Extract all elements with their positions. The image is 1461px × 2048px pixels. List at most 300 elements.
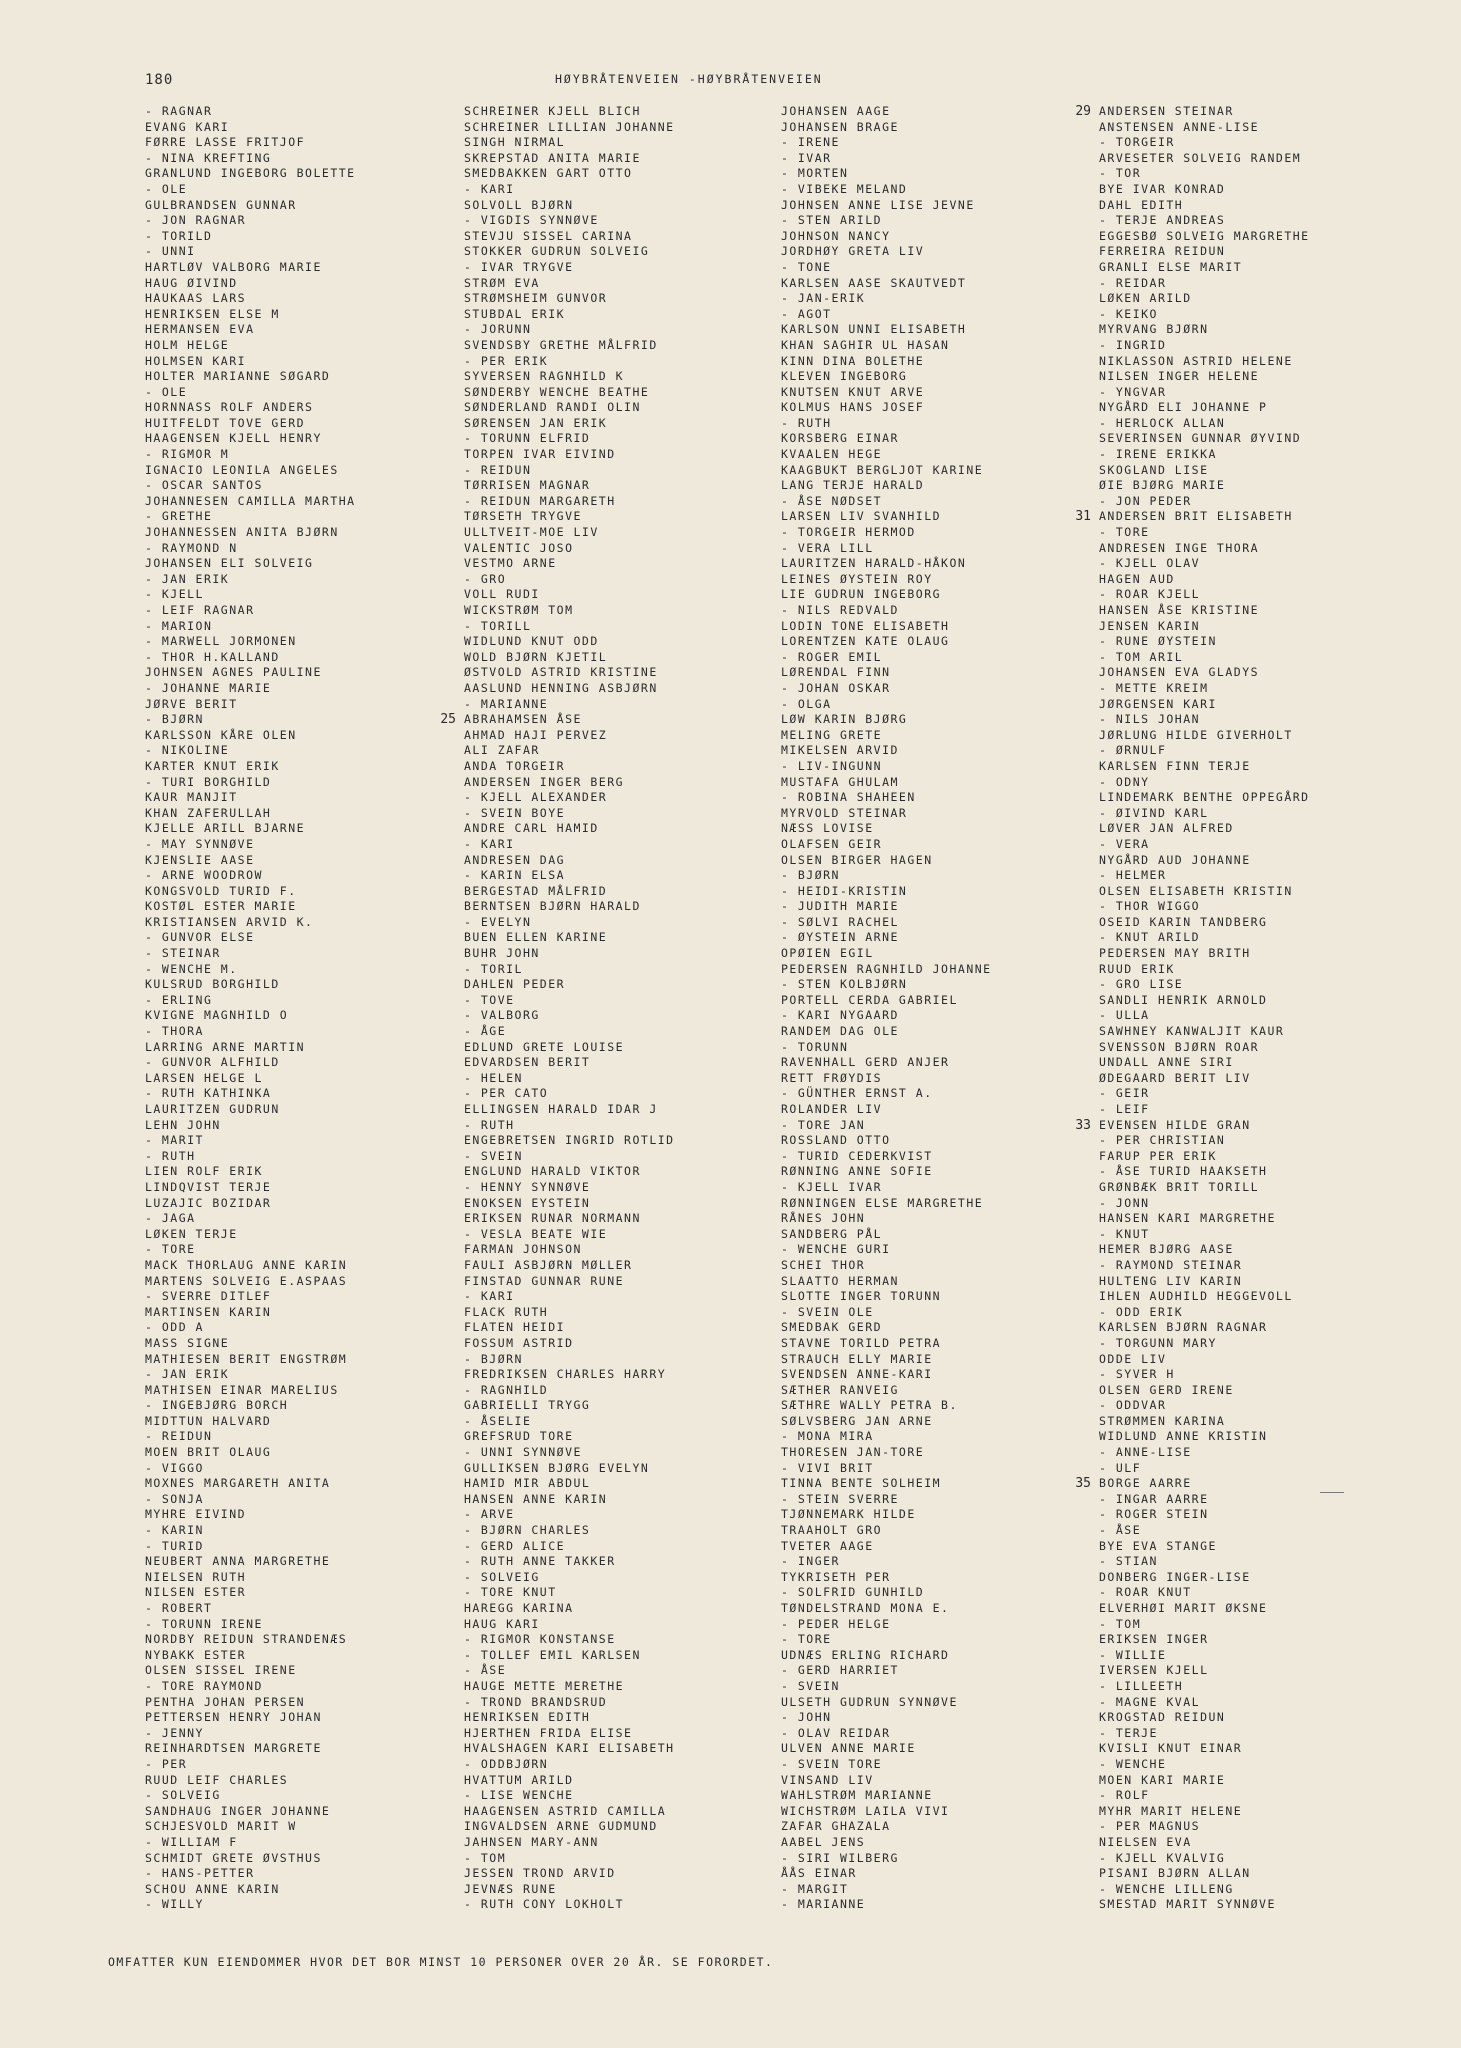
- resident-entry: [1099, 712, 1310, 728]
- resident-name: SÆTHER RANVEIG: [781, 1382, 899, 1397]
- resident-name: SVENDSBY GRETHE MÅLFRID: [464, 337, 658, 352]
- resident-name: - MARIT: [145, 1133, 204, 1148]
- resident-entry: [145, 1180, 356, 1196]
- resident-entry: [781, 1429, 992, 1445]
- resident-entry: [145, 743, 356, 759]
- resident-entry: [781, 603, 992, 619]
- resident-name: ÅÅS EINAR: [781, 1866, 857, 1881]
- resident-name: - JAN ERIK: [145, 571, 230, 586]
- resident-name: - RAYMOND N: [145, 540, 238, 555]
- resident-entry: [464, 291, 675, 307]
- resident-name: KAAGBUKT BERGLJOT KARINE: [781, 462, 984, 477]
- resident-name: - TOLLEF EMIL KARLSEN: [464, 1647, 641, 1662]
- resident-name: PENTHA JOHAN PERSEN: [145, 1694, 306, 1709]
- resident-entry: [1099, 1164, 1310, 1180]
- resident-name: RUUD LEIF CHARLES: [145, 1772, 289, 1787]
- resident-entry: [145, 1757, 356, 1773]
- resident-name: OLAFSEN GEIR: [781, 836, 883, 851]
- resident-entry: [145, 198, 356, 214]
- resident-entry: [781, 104, 992, 120]
- resident-entry: [1099, 853, 1310, 869]
- resident-name: - HELMER: [1099, 868, 1167, 883]
- resident-name: - TORE KNUT: [464, 1585, 557, 1600]
- resident-entry: [464, 1055, 675, 1071]
- resident-entry: [1099, 1258, 1310, 1274]
- resident-name: - ROBERT: [145, 1601, 213, 1615]
- resident-name: KOLMUS HANS JOSEF: [781, 400, 925, 415]
- resident-entry: [781, 743, 992, 759]
- resident-entry: [1075, 1117, 1310, 1134]
- resident-entry: [1099, 946, 1310, 962]
- resident-entry: [1099, 681, 1310, 697]
- resident-entry: [781, 1507, 992, 1523]
- resident-name: HAAGENSEN KJELL HENRY: [145, 431, 322, 446]
- resident-entry: [781, 1554, 992, 1570]
- resident-entry: [1099, 1367, 1310, 1383]
- resident-entry: [1099, 369, 1310, 385]
- resident-name: BUEN ELLEN KARINE: [464, 930, 608, 945]
- resident-entry: [464, 1336, 675, 1352]
- resident-entry: [1099, 868, 1310, 884]
- resident-entry: [1099, 1492, 1310, 1508]
- resident-entry: [464, 1476, 675, 1492]
- resident-entry: [1099, 1554, 1310, 1570]
- resident-name: - ODNY: [1099, 774, 1150, 789]
- resident-name: SLAATTO HERMAN: [781, 1273, 899, 1288]
- resident-name: - NILS REDVALD: [781, 603, 899, 617]
- resident-entry: [1099, 1274, 1310, 1290]
- resident-entry: [145, 1352, 356, 1368]
- resident-entry: [781, 1835, 992, 1851]
- resident-entry: [464, 229, 675, 245]
- resident-entry: [145, 1102, 356, 1118]
- resident-name: - INGRID: [1099, 337, 1167, 352]
- resident-entry: [1099, 1835, 1310, 1851]
- resident-entry: [464, 354, 675, 370]
- resident-name: - TERJE: [1099, 1725, 1158, 1740]
- resident-name: MIDTTUN HALVARD: [145, 1413, 272, 1428]
- resident-name: - TORILL: [464, 618, 532, 633]
- resident-entry: [781, 416, 992, 432]
- resident-name: KOSTØL ESTER MARIE: [145, 899, 297, 914]
- resident-name: ØSTVOLD ASTRID KRISTINE: [464, 665, 658, 680]
- resident-entry: [464, 1211, 675, 1227]
- resident-entry: [145, 697, 356, 713]
- resident-entry: [781, 1227, 992, 1243]
- resident-entry: [781, 728, 992, 744]
- resident-entry: [464, 728, 675, 744]
- resident-entry: [781, 431, 992, 447]
- resident-name: RETT FRØYDIS: [781, 1070, 883, 1085]
- resident-name: - RUTH KATHINKA: [145, 1086, 272, 1101]
- resident-entry: [145, 1679, 356, 1695]
- resident-name: ANDRESEN INGE THORA: [1099, 540, 1260, 555]
- resident-entry: [145, 1305, 356, 1321]
- resident-name: DONBERG INGER-LISE: [1099, 1569, 1251, 1584]
- resident-name: - KARI: [464, 836, 515, 851]
- resident-name: KARTER KNUT ERIK: [145, 758, 280, 773]
- resident-entry: [1099, 1617, 1310, 1633]
- resident-entry: [1099, 743, 1310, 759]
- resident-entry: [145, 1819, 356, 1835]
- resident-name: ROLANDER LIV: [781, 1102, 883, 1116]
- resident-entry: [781, 1071, 992, 1087]
- resident-name: KROGSTAD REIDUN: [1099, 1710, 1226, 1725]
- resident-name: - TORIL: [464, 961, 523, 976]
- resident-entry: [464, 1149, 675, 1165]
- resident-name: - STIAN: [1099, 1554, 1158, 1569]
- resident-name: NÆSS LOVISE: [781, 821, 874, 836]
- resident-name: - ROLF: [1099, 1788, 1150, 1803]
- resident-name: HAUGE METTE MERETHE: [464, 1678, 625, 1693]
- resident-entry: [1099, 1196, 1310, 1212]
- resident-entry: [1099, 229, 1310, 245]
- resident-name: - ROAR KNUT: [1099, 1585, 1192, 1600]
- resident-entry: [1099, 1133, 1310, 1149]
- resident-name: OLSEN ELISABETH KRISTIN: [1099, 883, 1293, 898]
- resident-entry: [781, 587, 992, 603]
- resident-name: - TORILD: [145, 228, 213, 243]
- resident-name: HARTLØV VALBORG MARIE: [145, 259, 322, 274]
- resident-name: NYBAKK ESTER: [145, 1647, 247, 1662]
- resident-name: - GERD HARRIET: [781, 1663, 899, 1678]
- resident-entry: [464, 1024, 675, 1040]
- resident-entry: [781, 572, 992, 588]
- resident-name: HAMID MIR ABDUL: [464, 1476, 591, 1491]
- resident-entry: [464, 603, 675, 619]
- resident-name: - THOR H.KALLAND: [145, 649, 280, 664]
- resident-entry: [781, 151, 992, 167]
- resident-entry: [464, 915, 675, 931]
- resident-name: VALENTIC JOSO: [464, 540, 574, 555]
- resident-name: PEDERSEN MAY BRITH: [1099, 946, 1251, 961]
- resident-name: TYKRISETH PER: [781, 1569, 891, 1584]
- resident-entry: [145, 884, 356, 900]
- resident-entry: [781, 120, 992, 136]
- resident-name: KHAN ZAFERULLAH: [145, 805, 272, 820]
- resident-entry: [781, 354, 992, 370]
- resident-entry: [145, 1289, 356, 1305]
- resident-name: OLSEN GERD IRENE: [1099, 1382, 1234, 1397]
- resident-name: - KJELL OLAV: [1099, 556, 1201, 571]
- resident-entry: [464, 1352, 675, 1368]
- resident-entry: [1099, 806, 1310, 822]
- resident-entry: [464, 431, 675, 447]
- page-number: 180: [145, 72, 174, 88]
- resident-entry: [145, 853, 356, 869]
- resident-entry: [145, 1617, 356, 1633]
- resident-name: - OLE: [145, 384, 188, 399]
- resident-entry: [145, 1741, 356, 1757]
- resident-name: AHMAD HAJI PERVEZ: [464, 727, 608, 742]
- resident-entry: [1099, 1383, 1310, 1399]
- resident-name: - TERJE ANDREAS: [1099, 213, 1226, 228]
- resident-entry: [1099, 1663, 1310, 1679]
- resident-entry: [781, 1040, 992, 1056]
- resident-entry: [145, 338, 356, 354]
- resident-name: - UNNI SYNNØVE: [464, 1445, 582, 1460]
- resident-entry: [464, 1086, 675, 1102]
- resident-name: - TORGEIR HERMOD: [781, 525, 916, 540]
- resident-name: - SVEIN: [781, 1678, 840, 1693]
- resident-name: TVETER AAGE: [781, 1538, 874, 1553]
- resident-entry: [1099, 494, 1310, 510]
- resident-name: GULBRANDSEN GUNNAR: [145, 197, 297, 212]
- resident-entry: [781, 478, 992, 494]
- resident-entry: [781, 946, 992, 962]
- resident-name: FINSTAD GUNNAR RUNE: [464, 1273, 625, 1288]
- resident-entry: [464, 1258, 675, 1274]
- resident-name: HAUG KARI: [464, 1616, 540, 1631]
- resident-name: LAURITZEN HARALD-HÅKON: [781, 556, 967, 571]
- resident-entry: [145, 307, 356, 323]
- resident-name: ANDERSEN BRIT ELISABETH: [1099, 509, 1293, 524]
- resident-entry: [464, 884, 675, 900]
- resident-entry: [145, 1710, 356, 1726]
- resident-name: LARSEN LIV SVANHILD: [781, 509, 942, 524]
- resident-entry: [781, 915, 992, 931]
- resident-entry: [781, 962, 992, 978]
- resident-entry: [1099, 1788, 1310, 1804]
- resident-entry: [464, 104, 675, 120]
- resident-name: - BJØRN: [781, 868, 840, 883]
- resident-name: JOHANSEN ELI SOLVEIG: [145, 556, 314, 571]
- resident-name: KORSBERG EINAR: [781, 431, 899, 446]
- resident-entry: [781, 775, 992, 791]
- resident-entry: [1099, 1570, 1310, 1586]
- resident-name: EGGESBØ SOLVEIG MARGRETHE: [1099, 228, 1310, 243]
- resident-name: HANSEN KARI MARGRETHE: [1099, 1211, 1276, 1226]
- resident-name: - STEINAR: [145, 946, 221, 961]
- resident-name: NIELSEN RUTH: [145, 1569, 247, 1584]
- resident-entry: [1099, 1773, 1310, 1789]
- resident-entry: [464, 244, 675, 260]
- resident-name: ENOKSEN EYSTEIN: [464, 1195, 591, 1210]
- resident-name: HULTENG LIV KARIN: [1099, 1273, 1243, 1288]
- resident-name: - JENNY: [145, 1725, 204, 1740]
- resident-entry: [781, 1601, 992, 1617]
- resident-name: ØDEGAARD BERIT LIV: [1099, 1070, 1251, 1085]
- resident-entry: [145, 385, 356, 401]
- resident-name: JOHNSEN ANNE LISE JEVNE: [781, 197, 975, 212]
- resident-entry: [145, 213, 356, 229]
- resident-name: LORENTZEN KATE OLAUG: [781, 634, 950, 649]
- resident-name: STRØM EVA: [464, 275, 540, 290]
- resident-entry: [145, 1507, 356, 1523]
- resident-entry: [464, 307, 675, 323]
- resident-name: LIE GUDRUN INGEBORG: [781, 587, 942, 602]
- resident-entry: [145, 1149, 356, 1165]
- resident-entry: [781, 993, 992, 1009]
- resident-entry: [145, 244, 356, 260]
- resident-entry: [1099, 1055, 1310, 1071]
- resident-name: - ÅSE TURID HAAKSETH: [1099, 1164, 1268, 1179]
- resident-name: - TURID CEDERKVIST: [781, 1148, 933, 1163]
- resident-entry: [781, 1352, 992, 1368]
- resident-name: SANDHAUG INGER JOHANNE: [145, 1803, 331, 1818]
- resident-entry: [145, 868, 356, 884]
- resident-entry: [464, 556, 675, 572]
- resident-name: JOHANNESEN CAMILLA MARTHA: [145, 493, 356, 508]
- resident-entry: [464, 120, 675, 136]
- resident-entry: [781, 166, 992, 182]
- resident-name: WOLD BJØRN KJETIL: [464, 649, 608, 664]
- resident-name: - ERLING: [145, 992, 213, 1007]
- resident-name: SKREPSTAD ANITA MARIE: [464, 150, 641, 165]
- resident-name: FARUP PER ERIK: [1099, 1148, 1217, 1163]
- resident-name: KONGSVOLD TURID F.: [145, 883, 297, 898]
- resident-entry: [145, 712, 356, 728]
- resident-name: NILSEN INGER HELENE: [1099, 369, 1260, 384]
- resident-name: - WENCHE M.: [145, 961, 238, 976]
- resident-name: JENSEN KARIN: [1099, 618, 1201, 633]
- resident-entry: [464, 1601, 675, 1617]
- resident-name: - ØYSTEIN ARNE: [781, 930, 899, 945]
- resident-entry: [145, 400, 356, 416]
- resident-entry: [145, 806, 356, 822]
- resident-entry: [781, 1897, 992, 1913]
- house-number: 31: [1075, 509, 1091, 525]
- resident-entry: [1099, 463, 1310, 479]
- resident-name: FARMAN JOHNSON: [464, 1242, 582, 1257]
- resident-entry: [781, 1866, 992, 1882]
- resident-entry: [145, 1695, 356, 1711]
- resident-entry: [145, 229, 356, 245]
- resident-entry: [1099, 899, 1310, 915]
- resident-entry: [464, 1539, 675, 1555]
- resident-entry: [145, 1663, 356, 1679]
- resident-name: RØNNING ANNE SOFIE: [781, 1164, 933, 1179]
- column-4: [1075, 104, 1310, 1913]
- resident-name: - PER CATO: [464, 1086, 549, 1101]
- resident-name: - PER CHRISTIAN: [1099, 1133, 1226, 1148]
- resident-entry: [1099, 697, 1310, 713]
- resident-name: - RUTH: [145, 1148, 196, 1163]
- resident-name: - TORUNN ELFRID: [464, 431, 591, 446]
- resident-name: WIDLUND KNUT ODD: [464, 634, 599, 649]
- resident-name: ANDRE CARL HAMID: [464, 821, 599, 836]
- resident-entry: [781, 1305, 992, 1321]
- resident-name: - MARIANNE: [781, 1897, 866, 1912]
- resident-name: LANG TERJE HARALD: [781, 478, 925, 493]
- resident-entry: [464, 1289, 675, 1305]
- resident-name: - LIV-INGUNN: [781, 758, 883, 773]
- resident-entry: [145, 1554, 356, 1570]
- resident-entry: [145, 151, 356, 167]
- resident-name: JØRGENSEN KARI: [1099, 696, 1217, 711]
- resident-entry: [1099, 1242, 1310, 1258]
- resident-name: - RUTH CONY LOKHOLT: [464, 1897, 625, 1912]
- resident-entry: [781, 1819, 992, 1835]
- resident-entry: [781, 1086, 992, 1102]
- resident-entry: [1099, 166, 1310, 182]
- resident-name: OLSEN BIRGER HAGEN: [781, 852, 933, 867]
- resident-name: - VIVI BRIT: [781, 1460, 874, 1475]
- resident-name: MARTINSEN KARIN: [145, 1304, 272, 1319]
- resident-entry: [781, 821, 992, 837]
- resident-name: - JUDITH MARIE: [781, 899, 899, 914]
- resident-name: ANDERSEN STEINAR: [1099, 104, 1234, 118]
- resident-name: BYE EVA STANGE: [1099, 1538, 1217, 1553]
- resident-entry: [464, 790, 675, 806]
- resident-entry: [781, 1196, 992, 1212]
- resident-entry: [145, 681, 356, 697]
- resident-entry: [145, 1211, 356, 1227]
- resident-entry: [1099, 790, 1310, 806]
- resident-entry: [781, 1757, 992, 1773]
- resident-name: - TORE: [1099, 525, 1150, 540]
- resident-name: - LEIF: [1099, 1102, 1150, 1116]
- resident-entry: [1099, 1149, 1310, 1165]
- resident-name: KVIGNE MAGNHILD O: [145, 1008, 289, 1023]
- resident-name: OPØIEN EGIL: [781, 946, 874, 961]
- resident-entry: [781, 1320, 992, 1336]
- resident-entry: [145, 1445, 356, 1461]
- resident-entry: [464, 821, 675, 837]
- resident-name: - UNNI: [145, 244, 196, 259]
- resident-name: JAHNSEN MARY-ANN: [464, 1834, 599, 1849]
- resident-entry: [145, 930, 356, 946]
- resident-name: SMESTAD MARIT SYNNØVE: [1099, 1897, 1276, 1912]
- resident-name: ENGEBRETSEN INGRID ROTLID: [464, 1133, 675, 1148]
- resident-entry: [464, 494, 675, 510]
- resident-name: - IRENE ERIKKA: [1099, 447, 1217, 462]
- resident-entry: [1099, 260, 1310, 276]
- resident-name: HEMER BJØRG AASE: [1099, 1242, 1234, 1257]
- resident-name: KNUTSEN KNUT ARVE: [781, 384, 925, 399]
- resident-name: HVALSHAGEN KARI ELISABETH: [464, 1741, 675, 1756]
- resident-entry: [781, 1539, 992, 1555]
- resident-name: KULSRUD BORGHILD: [145, 977, 280, 992]
- resident-name: - ÅSE: [464, 1663, 507, 1678]
- resident-entry: [781, 1663, 992, 1679]
- resident-entry: [145, 962, 356, 978]
- resident-name: BUHR JOHN: [464, 946, 540, 961]
- resident-name: - KJELL IVAR: [781, 1179, 883, 1194]
- resident-name: LIEN ROLF ERIK: [145, 1164, 263, 1179]
- resident-name: SMEDBAKKEN GART OTTO: [464, 166, 633, 181]
- resident-entry: [1099, 821, 1310, 837]
- resident-entry: [464, 681, 675, 697]
- resident-entry: [1099, 385, 1310, 401]
- resident-name: - WILLIAM F: [145, 1834, 238, 1849]
- resident-entry: [1099, 1757, 1310, 1773]
- resident-name: - GUNVOR ELSE: [145, 930, 255, 945]
- resident-name: - WILLIE: [1099, 1647, 1167, 1662]
- resident-name: - TURID: [145, 1538, 204, 1553]
- resident-name: SKOGLAND LISE: [1099, 462, 1209, 477]
- resident-name: MIKELSEN ARVID: [781, 743, 899, 758]
- resident-entry: [145, 1040, 356, 1056]
- resident-entry: [464, 806, 675, 822]
- resident-entry: [145, 1414, 356, 1430]
- resident-name: - KARI NYGAARD: [781, 1008, 899, 1023]
- resident-name: LARSEN HELGE L: [145, 1070, 263, 1085]
- resident-name: - HENNY SYNNØVE: [464, 1179, 591, 1194]
- resident-name: FERREIRA REIDUN: [1099, 244, 1226, 259]
- resident-entry: [145, 1086, 356, 1102]
- resident-name: - SVEIN TORE: [781, 1756, 883, 1771]
- resident-entry: [145, 291, 356, 307]
- resident-entry: [781, 541, 992, 557]
- resident-name: MASS SIGNE: [145, 1335, 230, 1350]
- resident-entry: [781, 1804, 992, 1820]
- resident-name: KARLSEN FINN TERJE: [1099, 758, 1251, 773]
- resident-name: - JAN-ERIK: [781, 291, 866, 306]
- resident-entry: [781, 1336, 992, 1352]
- resident-name: FLACK RUTH: [464, 1304, 549, 1319]
- resident-name: - RUTH ANNE TAKKER: [464, 1554, 616, 1569]
